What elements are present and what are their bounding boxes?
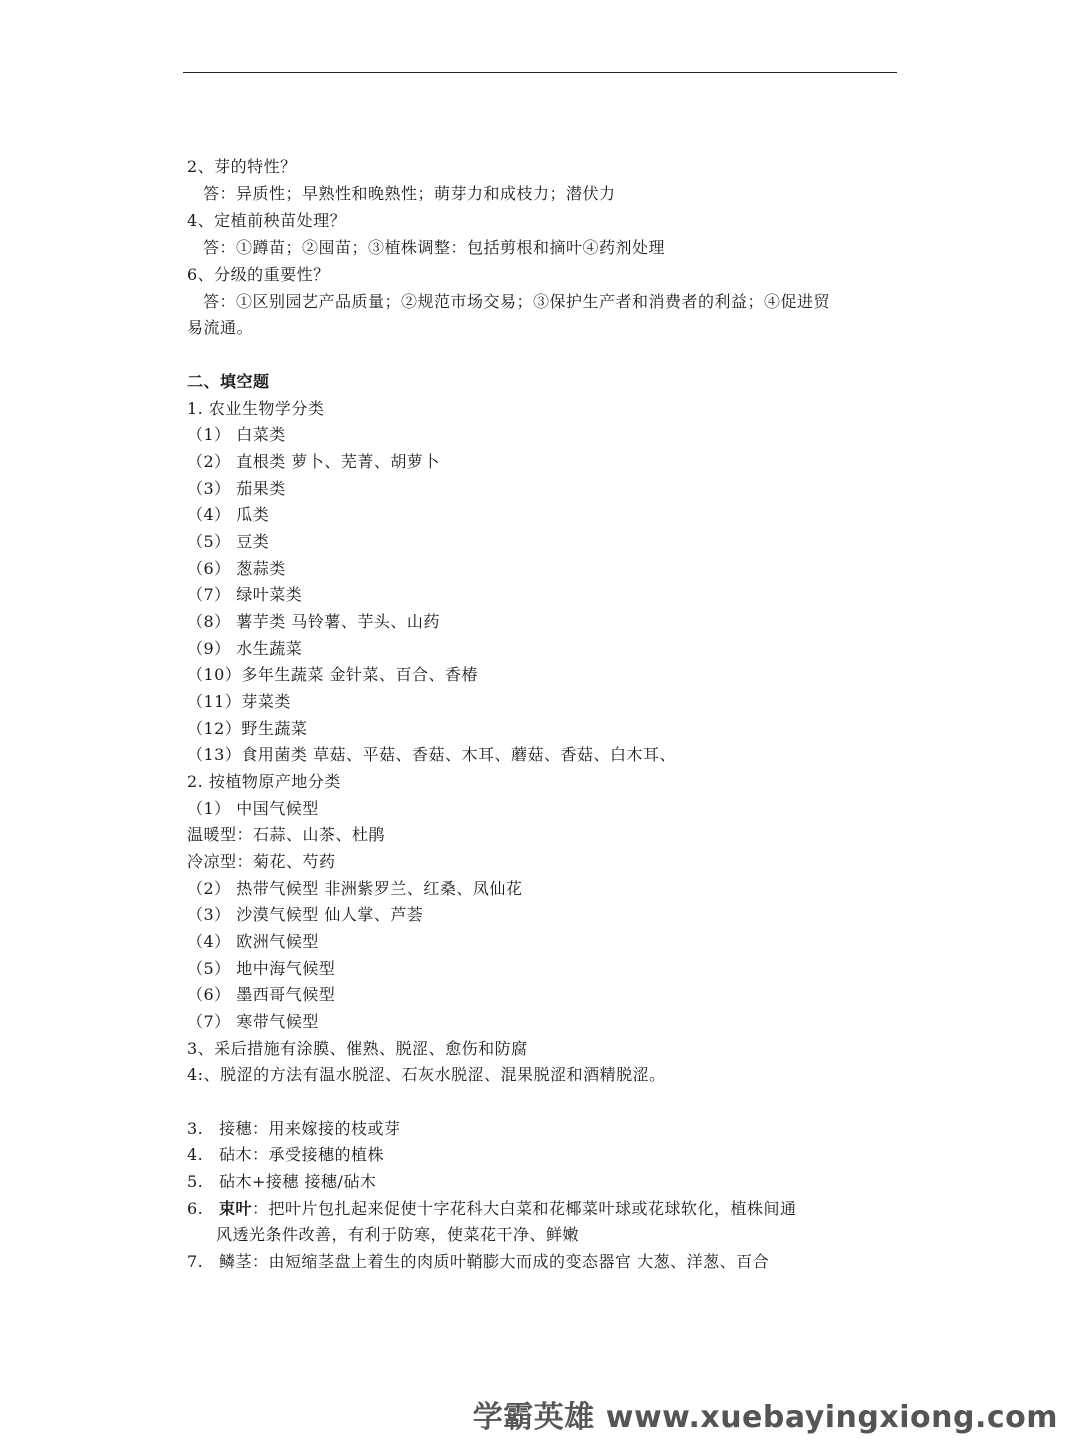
- list-item: （7） 绿叶菜类: [187, 585, 303, 604]
- list-item: （11）芽菜类: [187, 692, 291, 711]
- list-item: （5） 豆类: [187, 532, 270, 551]
- definition-item: [187, 1172, 376, 1192]
- def-text: 接穗：用来嫁接的枝或芽: [219, 1119, 401, 1138]
- def-text: 砧木：承受接穗的植株: [219, 1145, 385, 1164]
- list-item: （1） 中国气候型: [187, 799, 319, 818]
- list-item: 温暖型：石蒜、山茶、杜鹃: [187, 825, 386, 844]
- definition-cont: 风透光条件改善，有利于防寒，使菜花干净、鲜嫩: [216, 1225, 580, 1244]
- list-item: （7） 寒带气候型: [187, 1012, 319, 1031]
- list-item: （4） 欧洲气候型: [187, 932, 319, 951]
- list-item: 冷凉型：菊花、芍药: [187, 852, 336, 871]
- definition-item: [187, 1145, 384, 1165]
- def-text: 砧木+接穗 接穗/砧木: [219, 1172, 377, 1191]
- list-item: （4） 瓜类: [187, 505, 270, 524]
- statement-4: 4:、脱涩的方法有温水脱涩、石灰水脱涩、混果脱涩和酒精脱涩。: [187, 1065, 666, 1084]
- def-text: 鳞茎：由短缩茎盘上着生的肉质叶鞘膨大而成的变态器官 大葱、洋葱、百合: [219, 1252, 770, 1271]
- list-item: （3） 沙漠气候型 仙人掌、芦荟: [187, 905, 424, 924]
- def-number: 3.: [187, 1119, 204, 1138]
- def-number: 7.: [187, 1252, 204, 1271]
- header-rule: [183, 72, 897, 73]
- fill-heading-1: 1. 农业生物学分类: [187, 399, 325, 418]
- definition-item: [187, 1199, 797, 1219]
- def-number: 5.: [187, 1172, 204, 1191]
- watermark: 学霸英雄 www.xuebayingxiong.com: [472, 1400, 1058, 1435]
- def-number: 6.: [187, 1199, 204, 1218]
- list-item: （1） 白菜类: [187, 425, 286, 444]
- list-item: （8） 薯芋类 马铃薯、芋头、山药: [187, 612, 440, 631]
- fill-heading-2: 2. 按植物原产地分类: [187, 772, 341, 791]
- list-item: （2） 直根类 萝卜、芜菁、胡萝卜: [187, 452, 440, 471]
- def-number: 4.: [187, 1145, 204, 1164]
- def-term: 束叶: [219, 1199, 253, 1218]
- answer-4: 答：①蹲苗；②囤苗；③植株调整：包括剪根和摘叶④药剂处理: [203, 238, 666, 257]
- list-item: （9） 水生蔬菜: [187, 639, 303, 658]
- question-4: 4、定植前秧苗处理？: [187, 211, 347, 230]
- statement-3: 3、采后措施有涂膜、催熟、脱涩、愈伤和防腐: [187, 1039, 528, 1058]
- answer-6-cont: 易流通。: [187, 318, 254, 337]
- answer-2: 答：异质性；早熟性和晚熟性；萌芽力和成枝力；潜伏力: [203, 184, 616, 203]
- list-item: （3） 茄果类: [187, 479, 286, 498]
- definition-item: [187, 1119, 401, 1139]
- question-2: 2、芽的特性？: [187, 157, 297, 176]
- question-6: 6、分级的重要性？: [187, 265, 330, 284]
- def-text: ：把叶片包扎起来促使十字花科大白菜和花椰菜叶球或花球软化，植株间通: [252, 1199, 797, 1218]
- section-title: 二、填空题: [187, 372, 270, 391]
- list-item: （2） 热带气候型 非洲紫罗兰、红桑、凤仙花: [187, 879, 523, 898]
- list-item: （13）食用菌类 草菇、平菇、香菇、木耳、蘑菇、香菇、白木耳、: [187, 745, 676, 764]
- answer-6: 答：①区别园艺产品质量；②规范市场交易；③保护生产者和消费者的利益；④促进贸: [203, 292, 831, 311]
- list-item: （10）多年生蔬菜 金针菜、百合、香椿: [187, 665, 478, 684]
- list-item: （6） 墨西哥气候型: [187, 985, 336, 1004]
- list-item: （12）野生蔬菜: [187, 719, 308, 738]
- list-item: （5） 地中海气候型: [187, 959, 336, 978]
- definition-item: [187, 1252, 769, 1272]
- list-item: （6） 葱蒜类: [187, 559, 286, 578]
